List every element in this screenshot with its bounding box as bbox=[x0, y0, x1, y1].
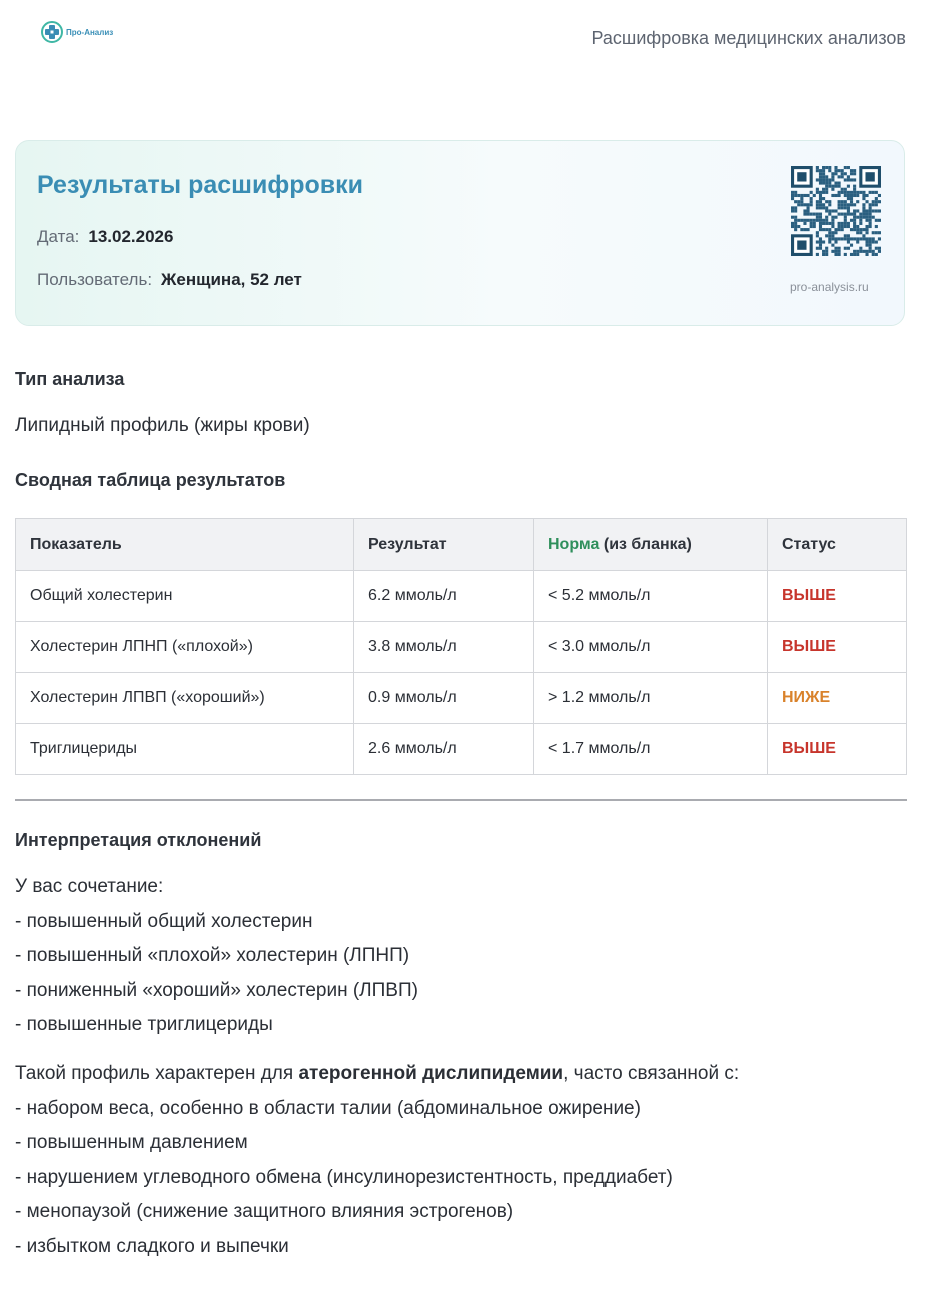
section-divider bbox=[15, 799, 907, 801]
user-label: Пользователь: bbox=[37, 270, 153, 289]
date-value: 13.02.2026 bbox=[88, 227, 174, 246]
row-status: ВЫШЕ bbox=[768, 724, 907, 775]
row-norm: < 1.7 ммоль/л bbox=[534, 724, 768, 775]
col-norm bbox=[534, 519, 768, 571]
table-header-row bbox=[16, 519, 907, 571]
row-status: НИЖЕ bbox=[768, 673, 907, 724]
deviation-list bbox=[15, 870, 418, 1043]
card-title: Результаты расшифровки bbox=[37, 171, 364, 199]
results-table bbox=[15, 518, 907, 775]
list-item: - избытком сладкого и выпечки bbox=[15, 1235, 289, 1257]
results-card bbox=[15, 140, 905, 326]
list-intro: У вас сочетание: bbox=[15, 876, 164, 897]
profile-bold: атерогенной дислипидемии bbox=[298, 1063, 564, 1084]
profile-text: Такой профиль характерен для bbox=[15, 1063, 299, 1084]
list-item: - пониженный «хороший» холестерин (ЛПВП) bbox=[15, 979, 418, 1001]
row-indicator: Триглицериды bbox=[16, 724, 354, 775]
user-value: Женщина, 52 лет bbox=[161, 270, 302, 289]
table-row bbox=[16, 724, 907, 775]
page-header bbox=[0, 0, 946, 80]
list-item: - нарушением углеводного обмена (инсулинорезистентность, преддиабет) bbox=[15, 1166, 673, 1188]
row-status: ВЫШЕ bbox=[768, 571, 907, 622]
user-row bbox=[37, 270, 302, 290]
col-status: Статус bbox=[768, 519, 907, 571]
header-title: Расшифровка медицинских анализов bbox=[591, 28, 906, 48]
table-row bbox=[16, 571, 907, 622]
list-item: - повышенным давлением bbox=[15, 1132, 248, 1153]
list-item: - повышенные триглицериды bbox=[15, 1014, 273, 1035]
qr-code-icon[interactable] bbox=[791, 166, 881, 256]
row-indicator: Холестерин ЛПНП («плохой») bbox=[16, 622, 354, 673]
row-norm: > 1.2 ммоль/л bbox=[534, 673, 768, 724]
norm-label: Норма bbox=[548, 535, 600, 553]
col-result: Результат bbox=[354, 519, 534, 571]
norm-note: (из бланка) bbox=[599, 535, 692, 553]
row-result: 6.2 ммоль/л bbox=[354, 571, 534, 622]
row-indicator: Общий холестерин bbox=[16, 571, 354, 622]
analysis-type-value: Липидный профиль (жиры крови) bbox=[15, 415, 310, 436]
summary-heading: Сводная таблица результатов bbox=[15, 470, 286, 490]
logo-text: Про-Анализ bbox=[66, 27, 114, 37]
logo[interactable] bbox=[41, 21, 113, 43]
causes-list bbox=[15, 1057, 739, 1264]
row-result: 3.8 ммоль/л bbox=[354, 622, 534, 673]
table-row bbox=[16, 622, 907, 673]
date-row bbox=[37, 227, 173, 247]
row-result: 2.6 ммоль/л bbox=[354, 724, 534, 775]
list-item: - повышенный общий холестерин bbox=[15, 910, 313, 932]
date-label: Дата: bbox=[37, 227, 80, 246]
list-item: - повышенный «плохой» холестерин (ЛПНП) bbox=[15, 945, 410, 966]
list-item: - менопаузой (снижение защитного влияния эстрогенов) bbox=[15, 1201, 514, 1222]
row-norm: < 5.2 ммоль/л bbox=[534, 571, 768, 622]
site-link[interactable]: pro-analysis.ru bbox=[790, 280, 869, 294]
row-result: 0.9 ммоль/л bbox=[354, 673, 534, 724]
profile-text-end: , часто связанной с: bbox=[563, 1063, 740, 1084]
list-item: - набором веса, особенно в области талии (абдоминальное ожирение) bbox=[15, 1097, 641, 1119]
interpretation-heading: Интерпретация отклонений bbox=[15, 830, 262, 850]
row-status: ВЫШЕ bbox=[768, 622, 907, 673]
col-indicator: Показатель bbox=[16, 519, 354, 571]
profile-sentence bbox=[15, 1057, 739, 1092]
row-indicator: Холестерин ЛПВП («хороший») bbox=[16, 673, 354, 724]
row-norm: < 3.0 ммоль/л bbox=[534, 622, 768, 673]
medical-cross-icon bbox=[41, 21, 63, 43]
table-row bbox=[16, 673, 907, 724]
analysis-type-heading: Тип анализа bbox=[15, 369, 125, 389]
